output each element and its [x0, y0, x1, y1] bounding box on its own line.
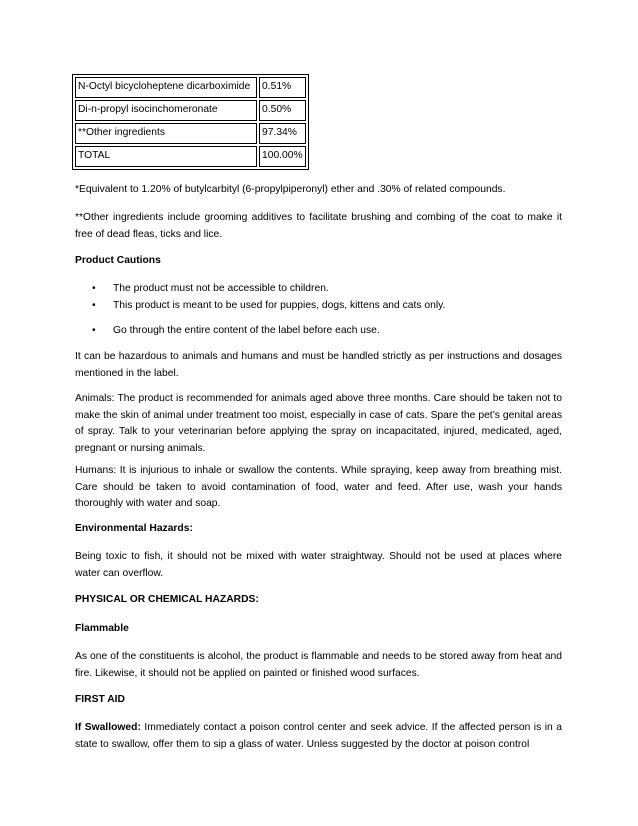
ingredient-percent: 0.51% [259, 77, 306, 98]
ingredients-table [72, 74, 309, 170]
footnote-other-ingredients: **Other ingredients include grooming additives to facilitate brushing and combing of the coat to make it free of dead fleas, ticks and lice. [75, 212, 562, 240]
list-item-text: The product must not be accessible to children. [113, 283, 329, 294]
hazard-intro-paragraph: It can be hazardous to animals and humans and must be handled strictly as per instructions and dosages mentioned in the label. [75, 351, 562, 379]
if-swallowed-paragraph [75, 720, 562, 753]
ingredient-percent: 0.50% [259, 100, 306, 121]
product-cautions-heading: Product Cautions [75, 255, 161, 266]
bullet-icon: • [92, 283, 96, 294]
animals-paragraph: Animals: The product is recommended for animals aged above three months. Care should be taken not to make the skin of animal under treatment too moist, especially in case of cats. Spare the pet’s genital areas of spray. Talk to your veterinarian before applying the spray on incapacitated, injured, medicated, aged, pregnant or nursing animals. [75, 393, 562, 454]
list-item-text: This product is meant to be used for puppies, dogs, kittens and cats only. [113, 300, 446, 311]
list-item-text: Go through the entire content of the label before each use. [113, 325, 380, 336]
physical-chemical-heading: PHYSICAL OR CHEMICAL HAZARDS: [75, 594, 259, 605]
if-swallowed-label: If Swallowed: [75, 722, 141, 733]
environmental-hazards-heading: Environmental Hazards: [75, 523, 193, 534]
table-row [75, 123, 306, 144]
first-aid-heading: FIRST AID [75, 694, 125, 705]
product-cautions-list [75, 281, 562, 340]
list-item [75, 323, 562, 340]
environmental-hazards-text: Being toxic to fish, it should not be mixed with water straightway. Should not be used at places where water can overflow. [75, 551, 562, 579]
flammable-subheading: Flammable [75, 623, 129, 634]
footnote-equivalent: *Equivalent to 1.20% of butylcarbityl (6-propylpiperonyl) ether and .30% of related compounds. [75, 184, 506, 195]
table-row [75, 146, 306, 167]
ingredient-name: Di-n-propyl isocinchomeronate [75, 100, 257, 121]
bullet-icon: • [92, 300, 96, 311]
ingredient-percent: 97.34% [259, 123, 306, 144]
table-row [75, 77, 306, 98]
ingredient-percent: 100.00% [259, 146, 306, 167]
list-item [75, 281, 562, 298]
bullet-icon: • [92, 325, 96, 336]
list-item [75, 298, 562, 315]
table-row [75, 100, 306, 121]
if-swallowed-text: Immediately contact a poison control center and seek advice. If the affected person is in a state to swallow, offer them to sip a glass of water. Unless suggested by the doctor at poison control [75, 722, 562, 750]
ingredient-name: TOTAL [75, 146, 257, 167]
ingredient-name: **Other ingredients [75, 123, 257, 144]
ingredient-name: N-Octyl bicycloheptene dicarboximide [75, 77, 257, 98]
humans-paragraph: Humans: It is injurious to inhale or swallow the contents. While spraying, keep away from breathing mist. Care should be taken to avoid contamination of food, water and feed. After use, wash your hands thoroughly with water and soap. [75, 465, 562, 509]
flammable-text: As one of the constituents is alcohol, the product is flammable and needs to be stored away from heat and fire. Likewise, it should not be applied on painted or finished wood surfaces. [75, 651, 562, 679]
